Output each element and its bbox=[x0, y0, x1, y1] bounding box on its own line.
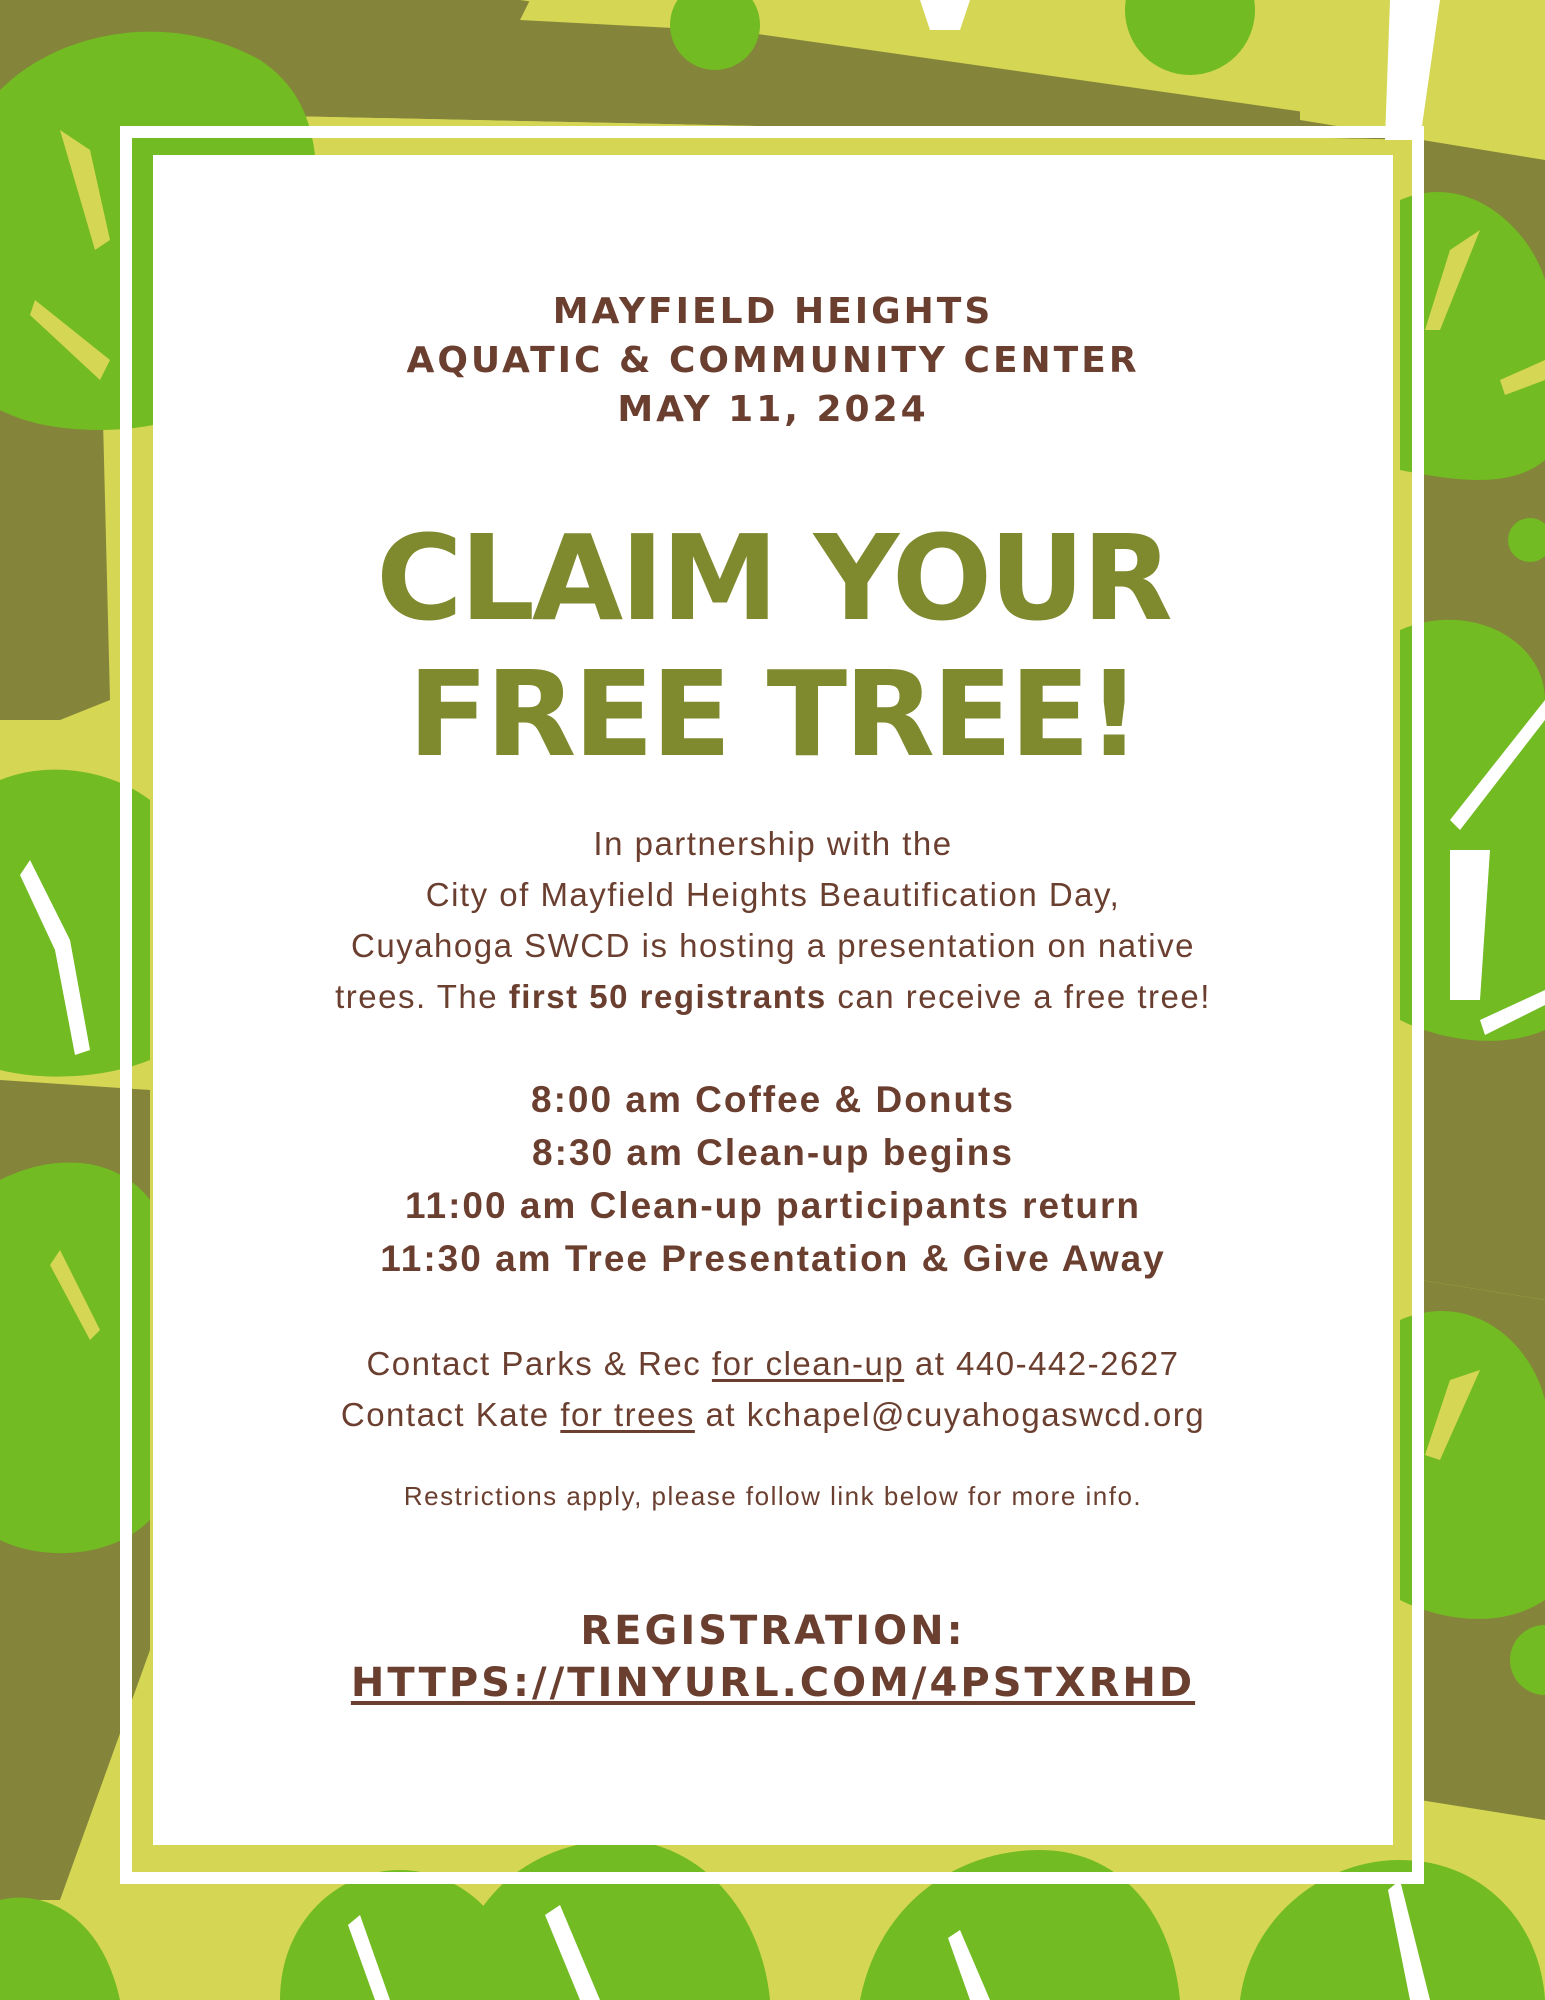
contact-parks-pre: Contact Parks & Rec bbox=[366, 1345, 712, 1382]
contact-parks-phone: at 440-442-2627 bbox=[904, 1345, 1180, 1382]
contact-kate-pre: Contact Kate bbox=[340, 1396, 561, 1433]
header-venue: AQUATIC & COMMUNITY CENTER bbox=[406, 340, 1140, 381]
header-date: MAY 11, 2024 bbox=[617, 389, 929, 430]
registration-block bbox=[153, 1605, 1393, 1709]
intro-line-2: City of Mayfield Heights Beautification Day, bbox=[425, 876, 1121, 913]
event-schedule bbox=[153, 1073, 1393, 1285]
title-line-1: CLAIM YOUR bbox=[376, 509, 1170, 647]
schedule-item: 8:00 am Coffee & Donuts bbox=[531, 1079, 1015, 1120]
contact-info bbox=[153, 1338, 1393, 1440]
header-location: MAYFIELD HEIGHTS bbox=[552, 291, 994, 332]
intro-line-4 bbox=[153, 971, 1393, 1022]
intro-line-4-pre: trees. The bbox=[335, 978, 509, 1015]
intro-line-3: Cuyahoga SWCD is hosting a presentation on native bbox=[351, 927, 1195, 964]
contact-kate bbox=[153, 1389, 1393, 1440]
intro-line-4-post: can receive a free tree! bbox=[826, 978, 1211, 1015]
event-header bbox=[153, 287, 1393, 434]
schedule-item: 8:30 am Clean-up begins bbox=[532, 1132, 1014, 1173]
title-line-2: FREE TREE! bbox=[407, 645, 1139, 783]
trees-link[interactable]: for trees bbox=[560, 1396, 695, 1433]
flyer-panel bbox=[153, 155, 1393, 1845]
intro-paragraph bbox=[153, 818, 1393, 1022]
restrictions-note: Restrictions apply, please follow link below for more info. bbox=[403, 1481, 1143, 1511]
registration-label: REGISTRATION: bbox=[580, 1608, 966, 1654]
intro-line-1: In partnership with the bbox=[593, 825, 953, 862]
registration-link[interactable]: HTTPS://TINYURL.COM/4PSTXRHD bbox=[350, 1660, 1196, 1706]
contact-kate-email: at kchapel@cuyahogaswcd.org bbox=[694, 1396, 1206, 1433]
contact-parks-rec bbox=[153, 1338, 1393, 1389]
cleanup-link[interactable]: for clean-up bbox=[711, 1345, 905, 1382]
page-title bbox=[153, 510, 1393, 782]
intro-highlight: first 50 registrants bbox=[508, 978, 827, 1015]
schedule-item: 11:30 am Tree Presentation & Give Away bbox=[380, 1238, 1166, 1279]
schedule-item: 11:00 am Clean-up participants return bbox=[404, 1185, 1142, 1226]
